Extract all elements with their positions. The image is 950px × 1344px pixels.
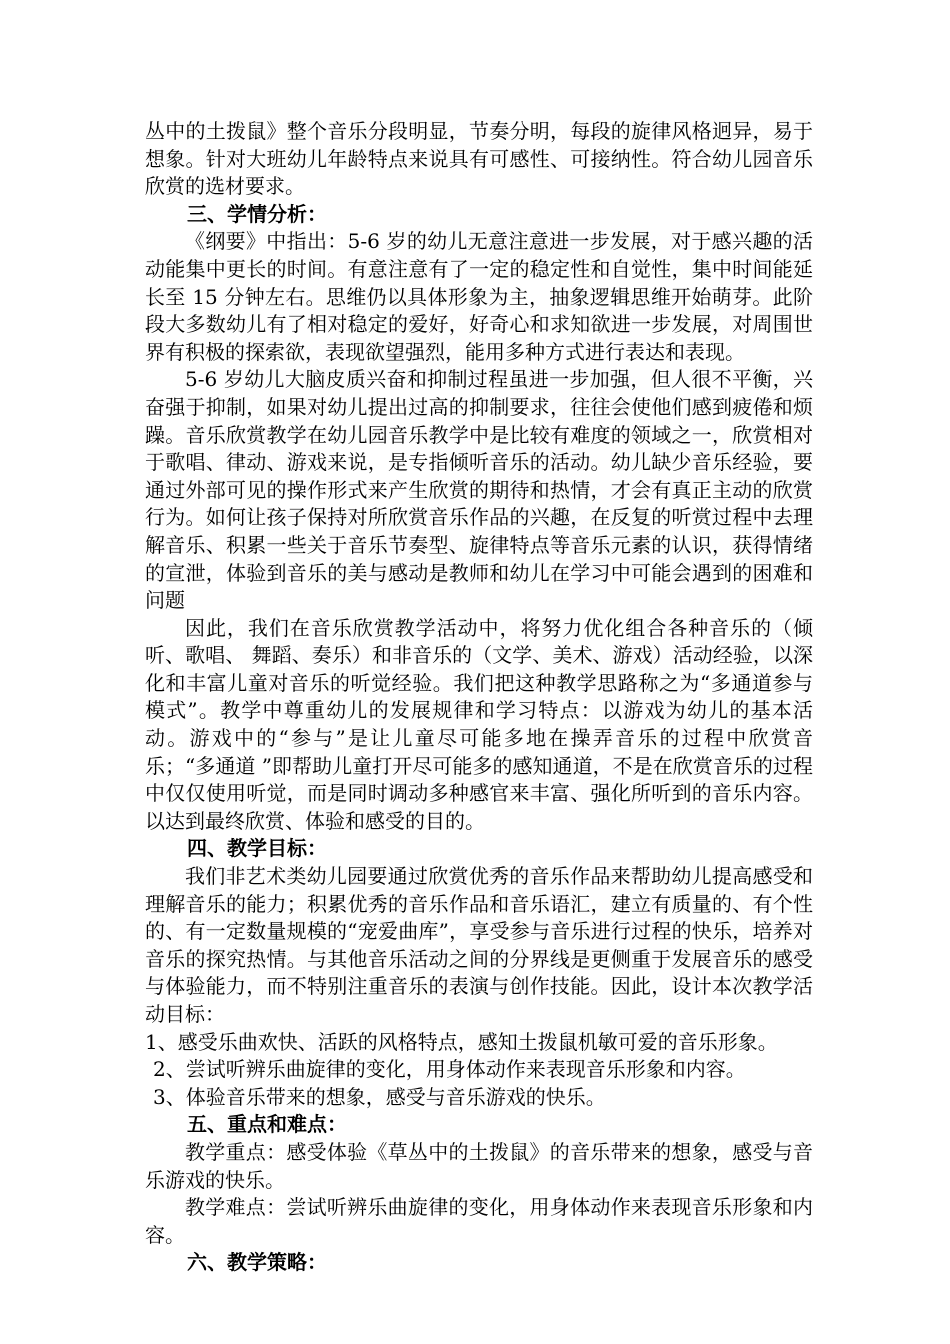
paragraph-goals-intro: 我们非艺术类幼儿园要通过欣赏优秀的音乐作品来帮助幼儿提高感受和理解音乐的能力；积累优秀的音乐作品和音乐语汇，建立有质量的、有个性的、有一定数量规模的“宠爱曲库”，享受参与音乐进行过程的快乐，培养对音乐的探究热情。与其他音乐活动之间的分界线是更侧重于发展音乐的感受与体验能力，而不特别注重音乐的表演与创作技能。因此，设计本次教学活动目标：	[145, 864, 813, 1026]
goal-item-3: 3、体验音乐带来的想象，感受与音乐游戏的快乐。	[153, 1084, 606, 1109]
paragraph-outline-quote: 《纲要》中指出：5-6 岁的幼儿无意注意进一步发展，对于感兴趣的活动能集中更长的时间。有意注意有了一定的稳定性和自觉性，集中时间能延长至 15 分钟左右。思维仍以具体形象为主，抽象逻辑思维开始萌芽。此阶段大多数幼儿有了相对稳定的爱好，好奇心和求知欲进一步发展，对周围世界有积极的探索欲，表现欲望强烈，能用多种方式进行表达和表现。	[145, 229, 813, 364]
paragraph-multichannel-model: 因此，我们在音乐欣赏教学活动中，将努力优化组合各种音乐的（倾听、歌唱、 舞蹈、奏乐）和非音乐的（文学、美术、游戏）活动经验，以深化和丰富儿童对音乐的听觉经验。我们把这种教学思路称之为“多通道参与模式”。教学中尊重幼儿的发展规律和学习特点：以游戏为幼儿的基本活动。游戏中的“参与”是让儿童尽可能多地在操弄音乐的过程中欣赏音乐；“多通道 ”即帮助儿童打开尽可能多的感知通道，不是在欣赏音乐的过程中仅仅使用听觉，而是同时调动多种感官来丰富、强化所听到的音乐内容。以达到最终欣赏、体验和感受的目的。	[145, 615, 813, 833]
paragraph-key-point: 教学重点：感受体验《草丛中的土拨鼠》的音乐带来的想象，感受与音乐游戏的快乐。	[145, 1139, 813, 1192]
heading-learning-analysis: 三、学情分析：	[187, 201, 327, 226]
paragraph-brain-development: 5-6 岁幼儿大脑皮质兴奋和抑制过程虽进一步加强，但人很不平衡，兴奋强于抑制，如果对幼儿提出过高的抑制要求，往往会使他们感到疲倦和烦躁。音乐欣赏教学在幼儿园音乐教学中是比较有难度的领域之一，欣赏相对于歌唱、律动、游戏来说，是专指倾听音乐的活动。幼儿缺少音乐经验，要通过外部可见的操作形式来产生欣赏的期待和热情，才会有真正主动的欣赏行为。如何让孩子保持对所欣赏音乐作品的兴趣，在反复的听赏过程中去理解音乐、积累一些关于音乐节奏型、旋律特点等音乐元素的认识，获得情绪的宣泄，体验到音乐的美与感动是教师和幼儿在学习中可能会遇到的困难和问题	[145, 367, 813, 613]
document-page	[145, 118, 813, 1277]
goal-item-1: 1、感受乐曲欢快、活跃的风格特点，感知土拨鼠机敏可爱的音乐形象。	[145, 1029, 778, 1054]
heading-key-points: 五、重点和难点：	[187, 1112, 347, 1137]
heading-teaching-strategy: 六、教学策略：	[187, 1250, 327, 1275]
heading-teaching-goals: 四、教学目标：	[187, 836, 327, 861]
goal-item-2: 2、尝试听辨乐曲旋律的变化，用身体动作来表现音乐形象和内容。	[153, 1057, 746, 1082]
paragraph-difficulty: 教学难点：尝试听辨乐曲旋律的变化，用身体动作来表现音乐形象和内容。	[145, 1195, 813, 1247]
paragraph-intro-continued: 丛中的土拨鼠》整个音乐分段明显，节奏分明，每段的旋律风格迥异，易于想象。针对大班幼儿年龄特点来说具有可感性、可接纳性。符合幼儿园音乐欣赏的选材要求。	[145, 119, 813, 199]
